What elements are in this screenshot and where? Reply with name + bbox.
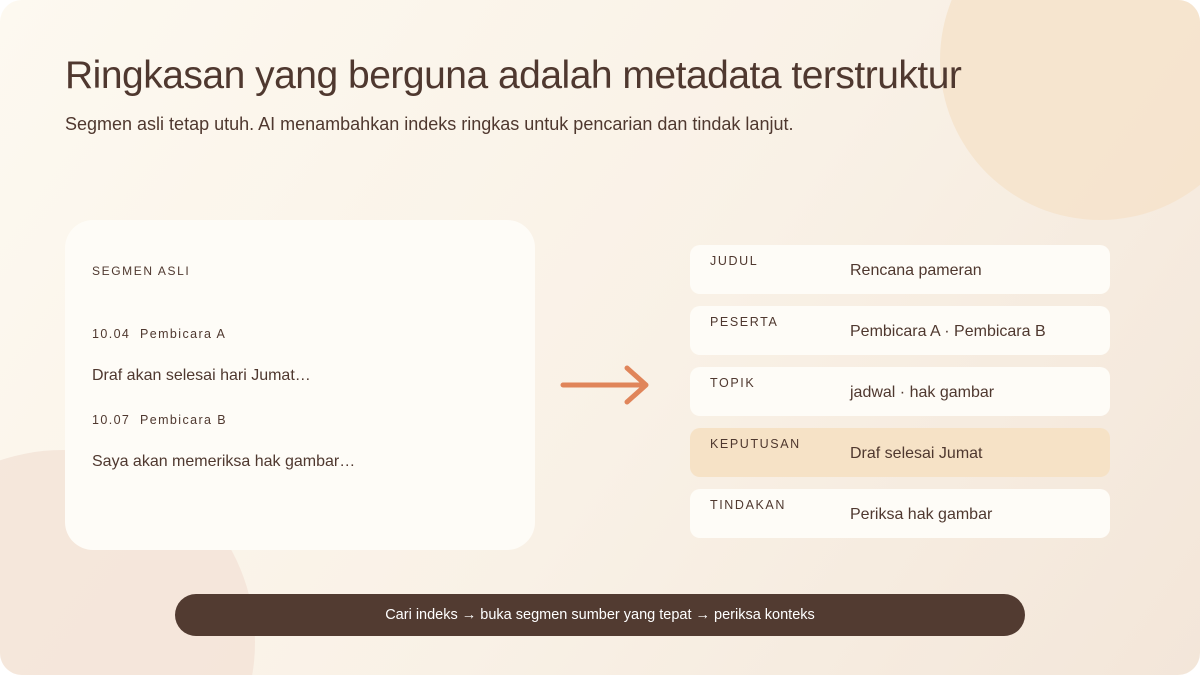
page-subtitle: Segmen asli tetap utuh. AI menambahkan indeks ringkas untuk pencarian dan tindak lanjut. [65,114,794,134]
metadata-row-action [690,489,1110,538]
right-arrow-icon [558,362,658,408]
metadata-row-topic [690,367,1110,416]
metadata-row-title [690,245,1110,294]
metadata-value: Periksa hak gambar [850,506,993,523]
metadata-key: TINDAKAN [710,498,787,512]
page-title: Ringkasan yang berguna adalah metadata terstruktur [65,54,962,97]
metadata-value: Rencana pameran [850,262,982,279]
metadata-key: TOPIK [710,376,756,390]
source-card-label: SEGMEN ASLI [92,264,191,278]
message-speaker: Pembicara B [140,413,227,427]
metadata-row-participants [690,306,1110,355]
message-time: 10.04 [92,327,131,341]
metadata-value: jadwal · hak gambar [850,384,995,401]
footer-text: Cari indeks → buka segmen sumber yang tepat → periksa konteks [385,607,815,623]
message-meta [92,413,227,427]
metadata-row-decision [690,428,1110,477]
message-text: Draf akan selesai hari Jumat… [92,367,311,384]
decorative-circle-top-right [940,0,1200,220]
source-segment-card [65,220,535,550]
metadata-value: Draf selesai Jumat [850,445,983,462]
metadata-key: PESERTA [710,315,779,329]
metadata-key: KEPUTUSAN [710,437,801,451]
message-time: 10.07 [92,413,131,427]
footer-workflow-bar [175,594,1025,636]
metadata-key: JUDUL [710,254,759,268]
metadata-value: Pembicara A · Pembicara B [850,323,1046,340]
message-text: Saya akan memeriksa hak gambar… [92,453,356,470]
message-meta [92,327,226,341]
message-speaker: Pembicara A [140,327,227,341]
